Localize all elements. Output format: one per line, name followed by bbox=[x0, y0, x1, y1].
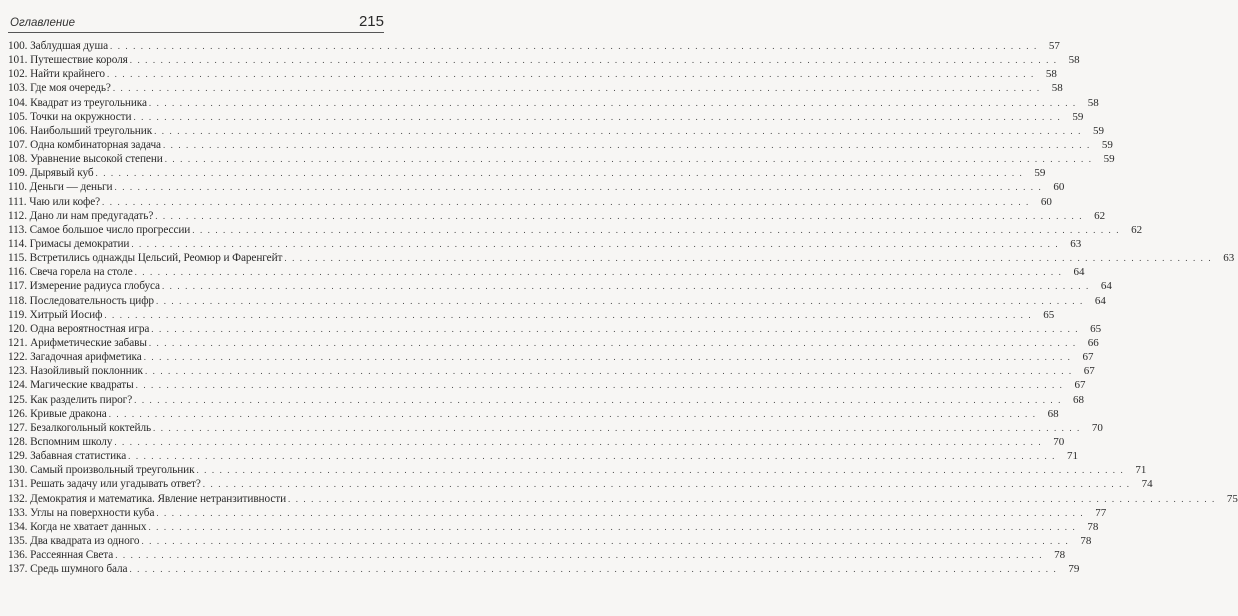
toc-entry-page: 62 bbox=[1131, 223, 1143, 236]
dot-leader bbox=[129, 562, 1057, 576]
toc-entry-title: 131. Решать задачу или угадывать ответ? bbox=[8, 478, 201, 491]
toc-entry-title: 120. Одна вероятностная игра bbox=[8, 322, 150, 335]
toc-entry-page: 78 bbox=[1080, 534, 1092, 547]
toc-entry-title: 106. Наибольший треугольник bbox=[8, 124, 153, 137]
dot-leader bbox=[149, 96, 1077, 110]
dot-leader bbox=[154, 124, 1082, 138]
dot-leader bbox=[134, 393, 1062, 407]
dot-leader bbox=[113, 81, 1041, 95]
dot-leader bbox=[156, 506, 1084, 520]
dot-leader bbox=[131, 237, 1059, 251]
toc-entry bbox=[8, 138, 1113, 152]
dot-leader bbox=[156, 294, 1084, 308]
toc-entry-title: 109. Дырявый куб bbox=[8, 167, 94, 180]
toc-entry bbox=[8, 562, 1080, 576]
toc-entry bbox=[8, 435, 1065, 449]
toc-entry-page: 64 bbox=[1100, 280, 1112, 293]
running-header bbox=[8, 6, 384, 33]
dot-leader bbox=[162, 279, 1090, 293]
dot-leader bbox=[148, 520, 1076, 534]
toc-entry-title: 130. Самый произвольный треугольник bbox=[8, 464, 195, 477]
toc-entry-title: 119. Хитрый Иосиф bbox=[8, 308, 103, 321]
toc-entry-title: 136. Рассеянная Света bbox=[8, 549, 114, 562]
dot-leader bbox=[109, 407, 1037, 421]
toc-entry-page: 71 bbox=[1067, 450, 1079, 463]
dot-leader bbox=[149, 336, 1077, 350]
dot-leader bbox=[115, 180, 1043, 194]
toc-entry bbox=[8, 534, 1092, 548]
toc-entry bbox=[8, 449, 1079, 463]
dot-leader bbox=[284, 251, 1212, 265]
toc-entry-page: 68 bbox=[1047, 407, 1059, 420]
toc-entry bbox=[8, 279, 1112, 293]
toc-entry bbox=[8, 407, 1059, 421]
toc-entry-title: 101. Путешествие короля bbox=[8, 54, 128, 67]
toc-entry bbox=[8, 81, 1063, 95]
dot-leader bbox=[96, 166, 1024, 180]
page-number: 215 bbox=[358, 13, 384, 30]
dot-leader bbox=[128, 449, 1056, 463]
toc-entry-page: 60 bbox=[1040, 195, 1052, 208]
toc-entry bbox=[8, 421, 1103, 435]
toc-entry-page: 70 bbox=[1053, 435, 1065, 448]
toc-entry-page: 65 bbox=[1090, 322, 1102, 335]
toc-entry-title: 135. Два квадрата из одного bbox=[8, 534, 140, 547]
toc-entry-page: 67 bbox=[1082, 351, 1094, 364]
toc-entry-page: 74 bbox=[1141, 478, 1153, 491]
toc-entry-title: 112. Дано ли нам предугадать? bbox=[8, 209, 154, 222]
dot-leader bbox=[115, 548, 1043, 562]
dot-leader bbox=[102, 195, 1030, 209]
toc-entry-title: 107. Одна комбинаторная задача bbox=[8, 138, 161, 151]
toc-entry bbox=[8, 251, 1235, 265]
toc-entry-page: 59 bbox=[1072, 110, 1084, 123]
toc-entry-page: 58 bbox=[1051, 82, 1063, 95]
toc-entry-title: 103. Где моя очередь? bbox=[8, 82, 111, 95]
toc-entry bbox=[8, 548, 1066, 562]
toc-entry-title: 121. Арифметические забавы bbox=[8, 336, 147, 349]
toc-entry bbox=[8, 492, 1238, 506]
toc-entry-title: 111. Чаю или кофе? bbox=[8, 195, 101, 208]
toc-entry-title: 110. Деньги — деньги bbox=[8, 181, 113, 194]
toc-entry bbox=[8, 67, 1057, 81]
toc-entry-page: 57 bbox=[1048, 40, 1060, 52]
dot-leader bbox=[288, 492, 1216, 506]
toc-entry-page: 79 bbox=[1068, 563, 1080, 576]
dot-leader bbox=[141, 534, 1069, 548]
toc-entry-page: 78 bbox=[1054, 549, 1066, 562]
toc-entry-title: 125. Как разделить пирог? bbox=[8, 393, 133, 406]
dot-leader bbox=[165, 152, 1093, 166]
toc-entry bbox=[8, 294, 1106, 308]
toc-entry bbox=[8, 336, 1099, 350]
toc-entry-title: 128. Вспомним школу bbox=[8, 435, 113, 448]
toc-entry bbox=[8, 152, 1115, 166]
toc-entry-page: 63 bbox=[1070, 237, 1082, 250]
toc-entry-title: 122. Загадочная арифметика bbox=[8, 351, 142, 364]
toc-entry bbox=[8, 180, 1065, 194]
toc-entry-page: 77 bbox=[1095, 506, 1107, 519]
dot-leader bbox=[133, 110, 1061, 124]
toc-entry-title: 127. Безалкогольный коктейль bbox=[8, 421, 152, 434]
toc-entry-page: 64 bbox=[1073, 266, 1085, 279]
toc-entry bbox=[8, 350, 1094, 364]
toc-entry bbox=[8, 209, 1106, 223]
toc-entry-title: 115. Встретились однажды Цельсий, Реомюр и Фаренгейт bbox=[8, 252, 283, 265]
dot-leader bbox=[135, 265, 1063, 279]
toc-entry-page: 71 bbox=[1135, 464, 1147, 477]
dot-leader bbox=[203, 477, 1131, 491]
toc-entry-page: 59 bbox=[1103, 153, 1115, 166]
dot-leader bbox=[114, 435, 1042, 449]
toc-entry-page: 63 bbox=[1223, 252, 1235, 265]
toc-entry-title: 118. Последовательность цифр bbox=[8, 294, 154, 307]
table-of-contents bbox=[8, 39, 1238, 576]
toc-entry bbox=[8, 53, 1080, 67]
toc-entry-page: 58 bbox=[1068, 54, 1080, 67]
dot-leader bbox=[110, 39, 1038, 53]
toc-entry-page: 59 bbox=[1034, 167, 1046, 180]
toc-entry-title: 113. Самое большое число прогрессии bbox=[8, 223, 191, 236]
dot-leader bbox=[155, 209, 1083, 223]
toc-entry-title: 108. Уравнение высокой степени bbox=[8, 153, 163, 166]
toc-entry-title: 133. Углы на поверхности куба bbox=[8, 506, 155, 519]
toc-entry-title: 100. Заблудшая душа bbox=[8, 40, 108, 52]
toc-entry bbox=[8, 166, 1046, 180]
dot-leader bbox=[107, 67, 1035, 81]
dot-leader bbox=[192, 223, 1120, 237]
toc-entry-page: 67 bbox=[1074, 379, 1086, 392]
dot-leader bbox=[136, 378, 1064, 392]
toc-entry bbox=[8, 506, 1107, 520]
toc-entry-title: 123. Назойливый поклонник bbox=[8, 365, 143, 378]
dot-leader bbox=[144, 350, 1072, 364]
dot-leader bbox=[163, 138, 1091, 152]
toc-entry bbox=[8, 463, 1147, 477]
toc-entry bbox=[8, 124, 1104, 138]
toc-entry-page: 66 bbox=[1087, 336, 1099, 349]
toc-entry-page: 70 bbox=[1091, 421, 1103, 434]
toc-entry-title: 117. Измерение радиуса глобуса bbox=[8, 280, 160, 293]
toc-entry bbox=[8, 378, 1086, 392]
toc-entry-page: 58 bbox=[1045, 68, 1057, 81]
toc-entry-page: 62 bbox=[1094, 209, 1106, 222]
toc-entry-page: 59 bbox=[1092, 124, 1104, 137]
toc-entry bbox=[8, 265, 1085, 279]
toc-entry-page: 60 bbox=[1053, 181, 1065, 194]
dot-leader bbox=[104, 308, 1032, 322]
toc-entry bbox=[8, 96, 1099, 110]
toc-entry-title: 105. Точки на окружности bbox=[8, 110, 132, 123]
toc-entry bbox=[8, 195, 1052, 209]
toc-entry bbox=[8, 223, 1143, 237]
toc-entry bbox=[8, 322, 1102, 336]
toc-entry-title: 116. Свеча горела на столе bbox=[8, 266, 133, 279]
toc-entry-page: 65 bbox=[1043, 308, 1055, 321]
toc-entry-page: 58 bbox=[1087, 96, 1099, 109]
toc-entry bbox=[8, 364, 1095, 378]
toc-entry bbox=[8, 393, 1084, 407]
toc-entry-page: 67 bbox=[1083, 365, 1095, 378]
toc-entry-title: 132. Демократия и математика. Явление нетранзитивности bbox=[8, 492, 287, 505]
toc-entry-title: 102. Найти крайнего bbox=[8, 68, 105, 81]
toc-entry bbox=[8, 110, 1084, 124]
dot-leader bbox=[153, 421, 1081, 435]
toc-entry-page: 75 bbox=[1226, 492, 1238, 505]
section-title: Оглавление bbox=[10, 17, 75, 29]
toc-entry bbox=[8, 39, 1060, 53]
dot-leader bbox=[145, 364, 1073, 378]
dot-leader bbox=[130, 53, 1058, 67]
toc-entry-page: 59 bbox=[1101, 138, 1113, 151]
toc-entry bbox=[8, 308, 1055, 322]
dot-leader bbox=[151, 322, 1079, 336]
toc-entry-title: 124. Магические квадраты bbox=[8, 379, 134, 392]
toc-entry-page: 78 bbox=[1087, 520, 1099, 533]
toc-entry bbox=[8, 237, 1082, 251]
dot-leader bbox=[196, 463, 1124, 477]
toc-entry-title: 114. Гримасы демократии bbox=[8, 237, 130, 250]
toc-entry-title: 134. Когда не хватает данных bbox=[8, 520, 147, 533]
toc-entry-page: 68 bbox=[1072, 393, 1084, 406]
toc-entry-title: 126. Кривые дракона bbox=[8, 407, 107, 420]
toc-entry bbox=[8, 520, 1099, 534]
toc-entry-title: 129. Забавная статистика bbox=[8, 450, 127, 463]
toc-entry-title: 137. Средь шумного бала bbox=[8, 563, 128, 576]
toc-entry-page: 64 bbox=[1094, 294, 1106, 307]
toc-entry bbox=[8, 477, 1153, 491]
toc-entry-title: 104. Квадрат из треугольника bbox=[8, 96, 147, 109]
